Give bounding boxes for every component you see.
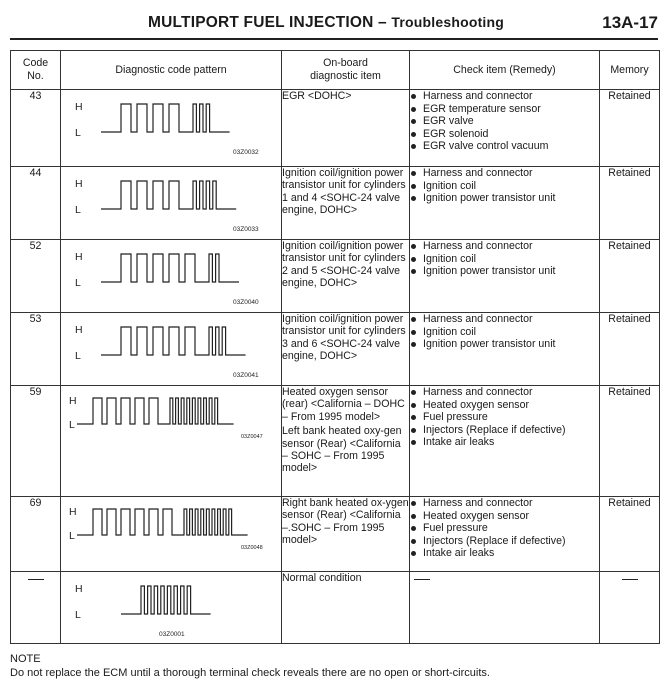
low-level-label: L: [75, 277, 81, 289]
diagnostic-item-text: Normal condition: [282, 572, 362, 584]
table-row: [11, 572, 660, 644]
pulse-waveform: [77, 509, 248, 535]
check-item: Heated oxygen sensor: [410, 399, 599, 412]
check-item-list: [410, 167, 599, 205]
code-pattern-waveform: [61, 313, 280, 382]
figure-id: 03Z0040: [233, 299, 259, 306]
check-item: Ignition coil: [410, 180, 599, 193]
dash-mark: [414, 579, 430, 580]
header-code-line1: Code: [22, 57, 49, 69]
check-items: [410, 572, 600, 644]
check-items: [410, 386, 600, 497]
table-row: [11, 313, 660, 386]
high-level-label: H: [69, 395, 77, 407]
check-item: Intake air leaks: [410, 436, 599, 449]
low-level-label: L: [69, 530, 75, 542]
page-header: [10, 14, 658, 40]
diagnostic-item-text: Right bank heated ox-ygen sensor (Rear) <California –.SOHC – From 1995 model>: [282, 497, 409, 547]
check-item: Ignition power transistor unit: [410, 338, 599, 351]
low-level-label: L: [69, 419, 75, 431]
code-number: 59: [11, 386, 61, 497]
table-row: [11, 240, 660, 313]
check-item: Ignition coil: [410, 253, 599, 266]
memory-status: Retained: [600, 240, 660, 313]
table-body: [11, 90, 660, 644]
high-level-label: H: [75, 251, 83, 263]
diagnostic-item: [282, 497, 410, 572]
pulse-waveform: [101, 254, 239, 282]
code-number: 52: [11, 240, 61, 313]
memory-status: Retained: [600, 313, 660, 386]
pulse-waveform: [101, 181, 236, 209]
memory-status: Retained: [600, 386, 660, 497]
check-item: Harness and connector: [410, 240, 599, 253]
check-item: Intake air leaks: [410, 547, 599, 560]
diagnostic-item-text: Ignition coil/ignition power transistor unit for cylinders 1 and 4 <SOHC-24 valve engine, DOHC>: [282, 167, 406, 217]
memory-status: Retained: [600, 497, 660, 572]
pulse-waveform: [101, 327, 246, 355]
check-items: [410, 167, 600, 240]
check-item: Injectors (Replace if defective): [410, 424, 599, 437]
code-number: 69: [11, 497, 61, 572]
code-number: 53: [11, 313, 61, 386]
title-separator: –: [373, 14, 392, 31]
check-item: Heated oxygen sensor: [410, 510, 599, 523]
code-pattern-waveform: [61, 572, 280, 640]
diagnostic-code-table: [10, 50, 660, 644]
code-pattern-waveform: [61, 167, 280, 236]
code-pattern-waveform: [61, 386, 280, 493]
check-item: EGR valve: [410, 115, 599, 128]
header-code-no: [11, 51, 61, 90]
title-main: MULTIPORT FUEL INJECTION: [148, 14, 374, 31]
figure-id: 03Z0032: [233, 149, 259, 156]
check-item: Harness and connector: [410, 497, 599, 510]
code-pattern-cell: [61, 572, 282, 644]
check-item: Harness and connector: [410, 167, 599, 180]
figure-id: 03Z0048: [241, 545, 263, 551]
high-level-label: H: [75, 324, 83, 336]
check-item-list: [410, 240, 599, 278]
note-title: NOTE: [10, 653, 41, 665]
check-item-list: [410, 497, 599, 560]
table-row: [11, 167, 660, 240]
diagnostic-item: [282, 240, 410, 313]
diagnostic-item: [282, 313, 410, 386]
diagnostic-item-text: Heated oxygen sensor (rear) <California – DOHC – From 1995 model>: [282, 386, 405, 423]
low-level-label: L: [75, 127, 81, 139]
figure-id: 03Z0041: [233, 372, 259, 379]
figure-id: 03Z0033: [233, 226, 259, 233]
check-item-list: [410, 313, 599, 351]
table-row: [11, 90, 660, 167]
header-diag-line1: On-board: [323, 57, 368, 69]
diagnostic-item: [282, 167, 410, 240]
check-item: Injectors (Replace if defective): [410, 535, 599, 548]
code-pattern-cell: [61, 167, 282, 240]
low-level-label: L: [75, 609, 81, 621]
check-item: Ignition power transistor unit: [410, 192, 599, 205]
note-text: Do not replace the ECM until a thorough terminal check reveals there are no open or short-circuits.: [10, 667, 490, 679]
check-items: [410, 497, 600, 572]
dash-mark: [28, 579, 44, 580]
memory-status: Retained: [600, 90, 660, 167]
high-level-label: H: [75, 583, 83, 595]
check-items: [410, 240, 600, 313]
diagnostic-item-text: Left bank heated oxy-gen sensor (Rear) <California – SOHC – From 1995 model>: [282, 425, 402, 475]
pulse-waveform: [121, 586, 211, 614]
check-items: [410, 90, 600, 167]
figure-id: 03Z0001: [159, 631, 185, 638]
code-pattern-waveform: [61, 90, 280, 163]
check-item: Ignition power transistor unit: [410, 265, 599, 278]
figure-id: 03Z0047: [241, 434, 263, 440]
header-code-line2: No.: [27, 70, 44, 82]
diagnostic-item: [282, 90, 410, 167]
check-item: EGR solenoid: [410, 128, 599, 141]
code-pattern-cell: [61, 90, 282, 167]
high-level-label: H: [75, 178, 83, 190]
memory-status: [600, 572, 660, 644]
pulse-waveform: [77, 398, 234, 424]
check-item-list: [410, 90, 599, 153]
code-pattern-cell: [61, 313, 282, 386]
high-level-label: H: [69, 506, 77, 518]
check-item: Ignition coil: [410, 326, 599, 339]
code-pattern-cell: [61, 497, 282, 572]
header-check-item: Check item (Remedy): [410, 51, 600, 90]
code-number: [11, 572, 61, 644]
title-subtitle: Troubleshooting: [391, 14, 505, 30]
diagnostic-item-text: EGR <DOHC>: [282, 90, 352, 102]
page-number: 13A-17: [602, 13, 658, 32]
table-row: [11, 497, 660, 572]
code-number: 44: [11, 167, 61, 240]
check-item: Harness and connector: [410, 90, 599, 103]
pulse-waveform: [101, 104, 230, 132]
code-pattern-waveform: [61, 497, 280, 568]
code-pattern-cell: [61, 240, 282, 313]
note: [10, 652, 490, 680]
header-diag-line2: diagnostic item: [310, 70, 381, 82]
check-item: Harness and connector: [410, 386, 599, 399]
code-number: 43: [11, 90, 61, 167]
code-pattern-cell: [61, 386, 282, 497]
header-pattern: Diagnostic code pattern: [61, 51, 282, 90]
diagnostic-item-text: Ignition coil/ignition power transistor unit for cylinders 2 and 5 <SOHC-24 valve engine, DOHC>: [282, 240, 406, 290]
low-level-label: L: [75, 204, 81, 216]
high-level-label: H: [75, 101, 83, 113]
low-level-label: L: [75, 350, 81, 362]
check-item: Fuel pressure: [410, 522, 599, 535]
dash-mark: [622, 579, 638, 580]
check-item: Harness and connector: [410, 313, 599, 326]
check-item: Fuel pressure: [410, 411, 599, 424]
check-item: EGR temperature sensor: [410, 103, 599, 116]
check-item: EGR valve control vacuum: [410, 140, 599, 153]
check-item-list: [410, 386, 599, 449]
diagnostic-item-text: Ignition coil/ignition power transistor unit for cylinders 3 and 6 <SOHC-24 valve engine, DOHC>: [282, 313, 406, 363]
table-header-row: [11, 51, 660, 90]
header-diag-item: [282, 51, 410, 90]
table-row: [11, 386, 660, 497]
memory-status: Retained: [600, 167, 660, 240]
page-title: [148, 14, 504, 32]
diagnostic-item: [282, 572, 410, 644]
diagnostic-item: [282, 386, 410, 497]
code-pattern-waveform: [61, 240, 280, 309]
check-items: [410, 313, 600, 386]
header-memory: Memory: [600, 51, 660, 90]
